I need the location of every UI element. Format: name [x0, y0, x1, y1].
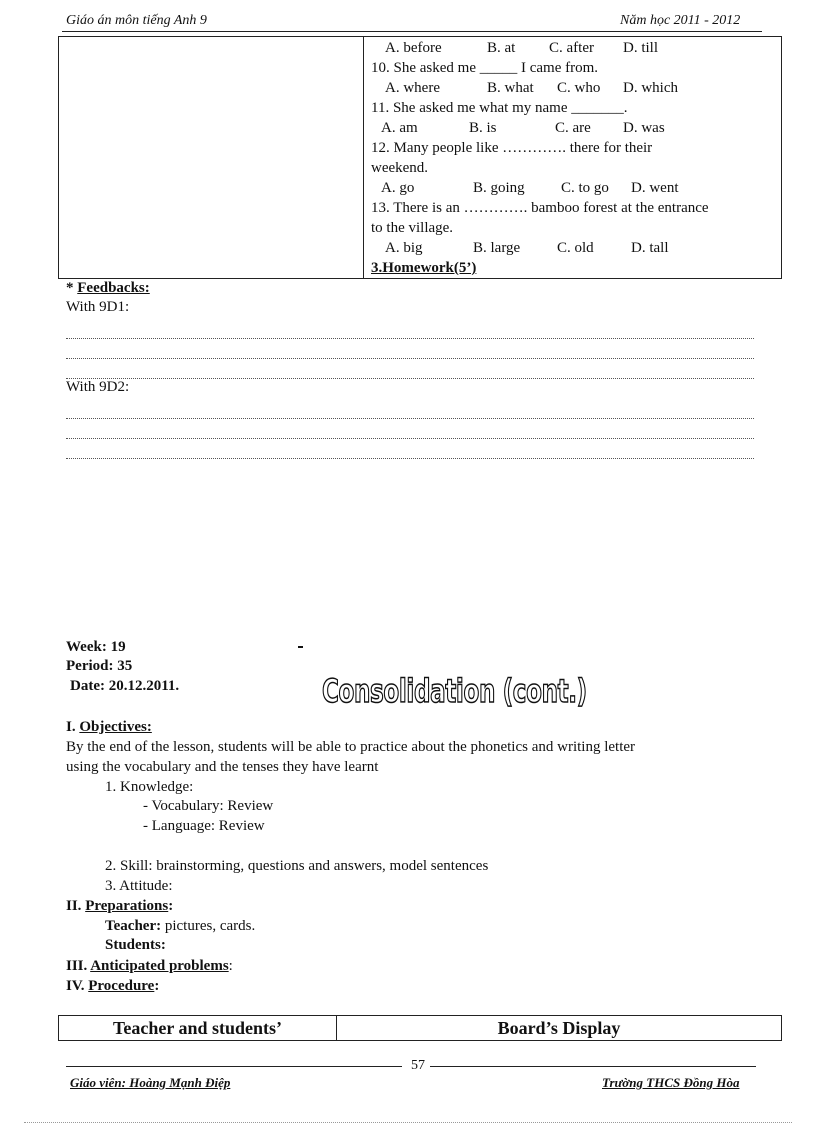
question-12-line2: weekend. — [371, 160, 429, 176]
objectives-heading: I. Objectives: — [66, 719, 152, 735]
procedure-heading: IV. Procedure: — [66, 978, 160, 994]
anticipated-heading: III. Anticipated problems: — [66, 958, 233, 974]
options-9: A. before B. at C. after D. till — [385, 40, 659, 56]
dotted-line — [66, 398, 754, 419]
options-10: A. where B. what C. who D. which — [385, 80, 678, 96]
question-10: 10. She asked me _____ I came from. — [371, 60, 599, 76]
question-13-line2: to the village. — [371, 220, 454, 236]
dotted-line — [66, 358, 754, 379]
period-line: Period: 35 — [66, 658, 133, 674]
header-right: Năm học 2011 - 2012 — [620, 13, 741, 28]
knowledge-item: 1. Knowledge: — [105, 779, 194, 795]
feedback-heading: * Feedbacks: — [66, 280, 150, 296]
students-prep: Students: — [105, 937, 166, 953]
exercise-cell — [364, 37, 782, 279]
dotted-line — [66, 338, 754, 359]
vocabulary-item: - Vocabulary: Review — [143, 798, 274, 814]
left-empty-cell — [59, 37, 364, 279]
week-line: Week: 19 — [66, 639, 126, 655]
stray-dash — [298, 646, 303, 648]
attitude-item: 3. Attitude: — [105, 878, 173, 894]
language-item: - Language: Review — [143, 818, 265, 834]
preparations-heading: II. Preparations: — [66, 898, 174, 914]
header-rule — [62, 31, 762, 32]
dotted-line — [66, 318, 754, 339]
page-number: 57 — [411, 1058, 425, 1073]
footer-school: Trường THCS Đồng Hòa — [602, 1075, 740, 1090]
date-line: Date: 20.12.2011. — [70, 678, 180, 694]
homework-heading: 3.Homework(5’) — [371, 260, 477, 276]
dotted-line — [66, 418, 754, 439]
teacher-prep: Teacher: pictures, cards. — [105, 918, 256, 934]
dotted-line — [66, 438, 754, 459]
footer-rule-left — [66, 1066, 402, 1067]
objectives-line-1: By the end of the lesson, students will be able to practice about the phonetics and writing letter — [66, 739, 636, 755]
objectives-line-2: using the vocabulary and the tenses they have learnt — [66, 759, 379, 775]
skill-item: 2. Skill: brainstorming, questions and answers, model sentences — [105, 858, 489, 874]
feedback-class-1: With 9D1: — [66, 299, 130, 315]
procedure-table — [58, 1015, 782, 1041]
exercise-table — [58, 36, 782, 279]
column-teacher-students: Teacher and students’ — [59, 1016, 337, 1041]
options-11: A. am B. is C. are D. was — [381, 120, 665, 136]
column-board-display: Board’s Display — [337, 1016, 782, 1041]
header-left: Giáo án môn tiếng Anh 9 — [66, 13, 207, 28]
question-13-line1: 13. There is an …………. bamboo forest at the entrance — [371, 200, 709, 216]
feedback-class-2: With 9D2: — [66, 379, 130, 395]
lesson-title: Consolidation (cont.) — [322, 672, 587, 710]
question-12-line1: 12. Many people like …………. there for their — [371, 140, 653, 156]
question-11: 11. She asked me what my name _______. — [371, 100, 628, 116]
options-13: A. big B. large C. old D. tall — [385, 240, 669, 256]
footer-rule-right — [430, 1066, 756, 1067]
footer-teacher: Giáo viên: Hoàng Mạnh Điệp — [70, 1075, 231, 1090]
options-12: A. go B. going C. to go D. went — [381, 180, 679, 196]
